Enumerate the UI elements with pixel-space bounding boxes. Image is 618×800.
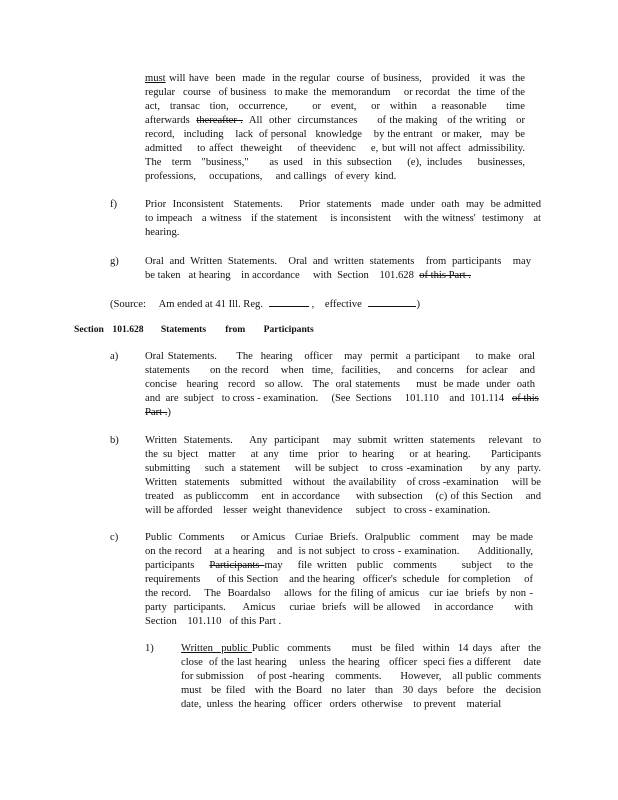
subitem-label-b: b) — [110, 435, 119, 446]
text-run: must be filed with the Board no later than 30 days before the decision — [181, 685, 541, 696]
text-run: All other circumstances of the making of the writing or — [242, 115, 525, 126]
text-run: Oral and Written Statements. Oral and written statements from participants may — [145, 256, 531, 267]
text-line — [181, 670, 541, 684]
text-line — [145, 364, 535, 378]
paragraph-f-prior-inconsistent-statements — [145, 198, 541, 240]
text-line — [145, 531, 533, 545]
text-run: professions, occupations, and callings of every kind. — [145, 171, 397, 182]
struck-text: of this — [511, 393, 539, 404]
text-run: submitting such a statement will be subject to cross -examination by any party. — [145, 463, 541, 474]
item-label-g: g) — [110, 256, 119, 267]
text-run: will have been made in the regular course of business, provided it was the — [165, 73, 525, 84]
text-run: Prior Inconsistent Statements. Prior statements made under oath may be admitted — [145, 199, 541, 210]
underlined-text: must — [145, 73, 166, 84]
text-run: the record. The Boardalso allows for the filing of amicus cur iae briefs by non - — [145, 588, 533, 599]
text-line — [145, 156, 525, 170]
text-run: statements on the record when time, facilities, and concerns for aclear and — [145, 365, 535, 376]
subitem-label-c: c) — [110, 532, 119, 543]
source-effective-label: effective — [324, 299, 362, 310]
text-line — [181, 642, 541, 656]
text-line — [145, 142, 525, 156]
subsection-c-public-comments-amicus — [145, 531, 533, 629]
text-run: Written Statements. Any participant may submit written statements relevant to — [145, 435, 541, 446]
text-run: Section 101.110 of this Part . — [145, 616, 282, 627]
item-label-f: f) — [110, 199, 118, 210]
text-run: Oral Statements. The hearing officer may permit a participant to make oral — [145, 351, 535, 362]
text-run: will be afforded lesser weight thanevidence subject to cross - examination. — [145, 505, 491, 516]
source-label: (Source: — [110, 299, 146, 310]
text-run: concise hearing record so allow. The oral statements must be made under oath — [145, 379, 535, 390]
text-line — [145, 601, 533, 615]
text-run: afterwards — [145, 115, 197, 126]
text-line — [145, 615, 533, 629]
text-line — [145, 86, 525, 100]
text-run: to impeach a witness if the statement is inconsistent with the witness' testimony at — [145, 213, 541, 224]
text-line — [145, 212, 541, 226]
text-line — [145, 434, 541, 448]
text-line — [181, 684, 541, 698]
text-line — [145, 490, 541, 504]
text-line — [145, 170, 525, 184]
text-run: the su bject matter at any time prior to hearing or at hearing. Participants — [145, 449, 541, 460]
text-run: be taken at hearing in accordance with Section 101.628 — [145, 270, 420, 281]
text-line — [145, 226, 541, 240]
paragraph-e-continuation — [145, 72, 525, 184]
text-run: may file written public comments subject to the — [264, 560, 533, 571]
section-title-participants: Participants — [263, 324, 314, 335]
text-run: treated as publiccomm ent in accordance with subsection (c) of this Section and — [145, 491, 541, 502]
source-note: (Source: Am ended at 41 Ill. Reg. , effective ) — [110, 296, 420, 312]
text-run: date, unless the hearing officer orders otherwise to prevent material — [181, 699, 502, 710]
text-line — [145, 504, 541, 518]
subitem-label-a: a) — [110, 351, 119, 362]
text-run: on the record at a hearing and is not subject to cross - examination. Additionally, — [145, 546, 533, 557]
text-run: Public comments must be filed within 14 days after the — [251, 643, 541, 654]
text-line — [145, 476, 541, 490]
text-line — [145, 545, 533, 559]
source-reg-blank — [269, 296, 309, 307]
subsection-a-oral-statements — [145, 350, 539, 420]
text-line — [145, 392, 539, 406]
text-line — [145, 448, 541, 462]
text-run: record, including lack of personal knowledge by the entrant or maker, may be — [145, 129, 525, 140]
text-run: hearing. — [145, 227, 180, 238]
subsection-b-written-statements — [145, 434, 541, 518]
text-run: regular course of business to make the memorandum or recordat the time of the — [145, 87, 525, 98]
numbered-label-1: 1) — [145, 643, 154, 654]
text-line — [145, 573, 533, 587]
text-run: participants — [145, 560, 210, 571]
text-run: act, transac tion, occurrence, or event, or within a reasonable time — [145, 101, 525, 112]
text-run: for submission of post -hearing comments. However, all public comments — [181, 671, 541, 682]
paragraph-g-oral-written-statements — [145, 255, 531, 283]
text-line — [145, 100, 525, 114]
text-line — [145, 72, 525, 86]
text-line — [181, 656, 541, 670]
source-close: ) — [416, 299, 420, 310]
underlined-text: Written public — [181, 643, 252, 654]
text-line — [145, 255, 531, 269]
struck-text: Participants — [209, 560, 265, 571]
section-word: Section — [74, 324, 104, 335]
subsection-c1-written-public-comments — [181, 642, 541, 712]
text-run: requirements of this Section and the hearing officer's schedule for completion of — [145, 574, 533, 585]
text-line — [145, 198, 541, 212]
text-run: and are subject to cross - examination. (See Sections 101.110 and 101.114 — [145, 393, 512, 404]
section-title-from: from — [225, 324, 246, 335]
text-run: Written statements submitted without the availability of cross -examination will be — [145, 477, 541, 488]
section-heading — [74, 323, 314, 337]
source-amended-text: Am ended at 41 Ill. Reg. — [158, 299, 264, 310]
text-line — [145, 406, 535, 420]
text-run: admitted to affect theweight of theevidenc e, but will not affect admissibility. — [145, 143, 525, 154]
text-line — [145, 269, 531, 283]
text-run: Public Comments or Amicus Curiae Briefs. Oralpublic comment may be made — [145, 532, 533, 543]
text-run: close of the last hearing unless the hearing officer speci fies a different date — [181, 657, 541, 668]
text-run: The term "business," as used in this subsection (e), includes businesses, — [145, 157, 525, 168]
text-line — [145, 462, 541, 476]
text-line — [145, 114, 525, 128]
struck-text: Part . — [145, 407, 168, 418]
text-line — [145, 378, 535, 392]
text-line — [145, 587, 533, 601]
text-run: ) — [167, 407, 171, 418]
text-line — [145, 559, 533, 573]
struck-text: of this Part . — [419, 270, 471, 281]
struck-text: thereafter . — [196, 115, 243, 126]
text-run: party participants. Amicus curiae briefs will be allowed in accordance with — [145, 602, 533, 613]
text-line — [145, 350, 535, 364]
section-number: 101.628 — [112, 324, 144, 335]
text-line — [181, 698, 541, 712]
source-effective-blank — [368, 296, 416, 307]
text-line — [145, 128, 525, 142]
section-title-statements: Statements — [160, 324, 207, 335]
